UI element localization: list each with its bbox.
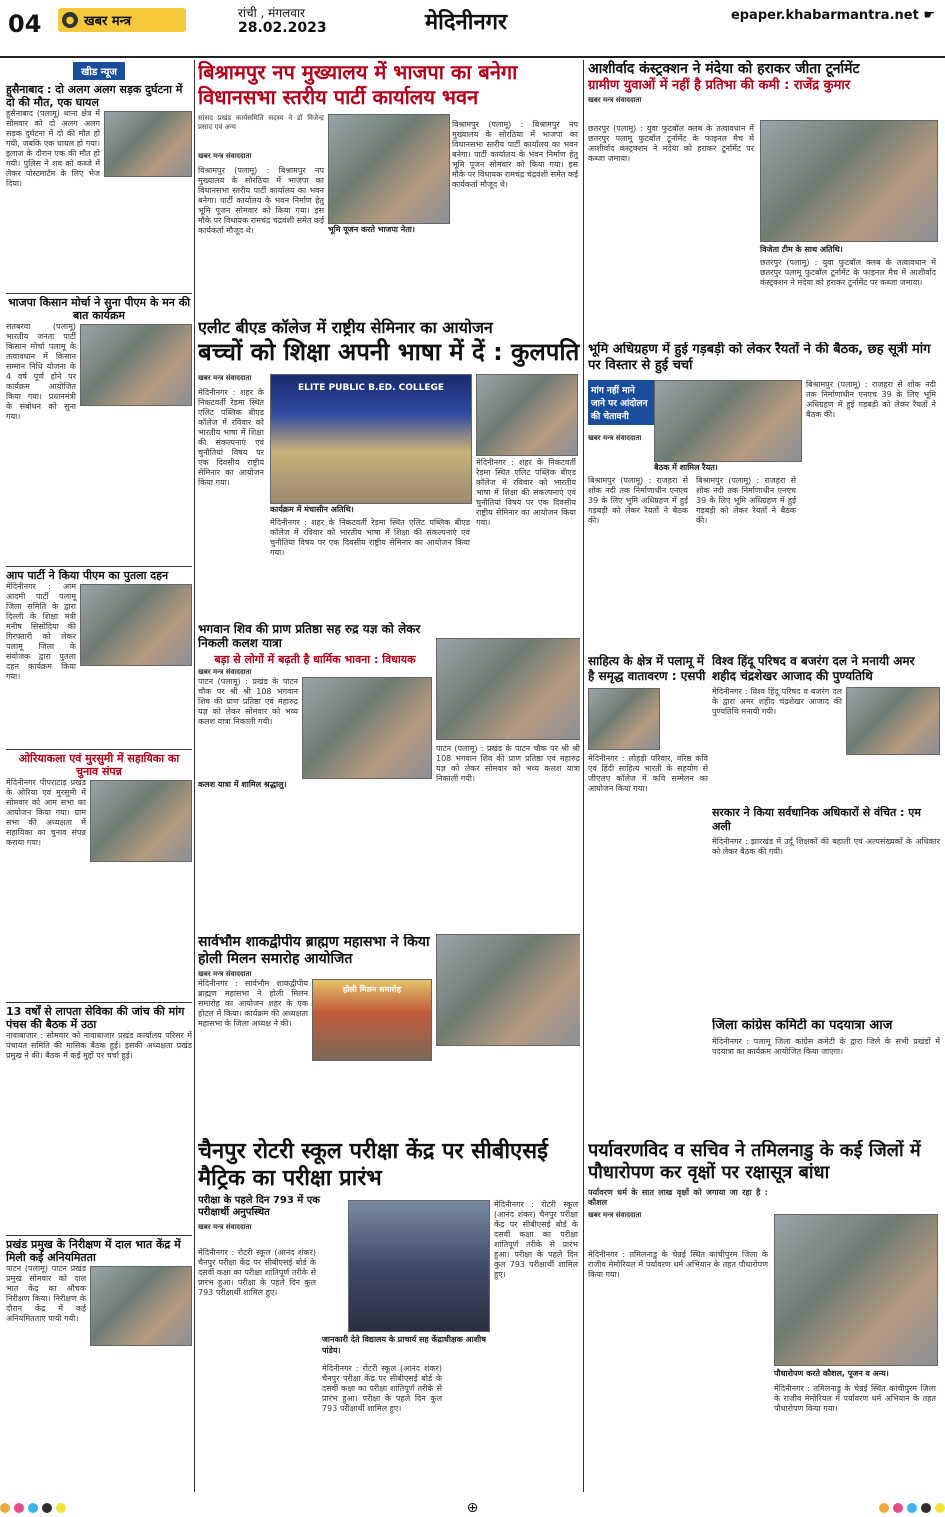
caption-text: सांसद प्रखंड कार्यसमिति सदस्य ने डॉ विजेन्द्र प्रसाद एवं अन्य xyxy=(198,114,324,131)
pull-quote: मांग नहीं माने जाने पर आंदोलन की चेतावनी xyxy=(588,380,654,425)
website-text: epaper.khabarmantra.net xyxy=(730,8,919,23)
story-body-cont-2: मेदिनीनगर : शहर के निकटवर्ती रेड़मा स्थित एलिट पब्लिक बीएड कॉलेज में रविवार को भारतीय भाषा में शिक्षा की संकल्पनाएं एवं चुनौतियां विषय पर एक दिवसीय राष्ट्रीय सेमिनार का आयोजन किया गया। xyxy=(476,458,576,527)
website-link[interactable] xyxy=(731,8,935,23)
byline: खबर मन्त्र संवाददाता xyxy=(588,434,642,442)
story-body-cont: विश्रामपुर (पलामू) : बिश्रामपुर नप मुख्यालय के सोरठिया में भाजपा का विधानसभा स्तरीय पार्टी कार्यालय का भवन बनेगा। पार्टी कार्यालय के भवन निर्माण हेतु भूमि पूजन सोमवार को किया गया। इस मौके पर विधायक रामचंद्र चंद्रवंशी समेत कई कार्यकर्ता मौजूद थे। xyxy=(452,120,578,189)
story-holi-milan[interactable] xyxy=(198,934,432,1134)
story-kicker: पर्यावरण धर्म के सात लाख वृक्षों को जगाया जा रहा है : कौशल xyxy=(588,1188,768,1207)
story-elite-bed[interactable] xyxy=(198,318,580,618)
column-divider xyxy=(194,60,195,1492)
photo-caption: पौधारोपण करते कौशल, पूजन व अन्य। xyxy=(774,1369,889,1378)
section-tag: खीड न्यूज xyxy=(73,62,125,80)
vhp-photo xyxy=(846,687,940,755)
story-dal-bhat[interactable] xyxy=(6,1235,192,1488)
registration-dot xyxy=(56,1503,66,1513)
story-vhp[interactable] xyxy=(712,654,940,804)
story-body: छतरपुर (पलामू) : युवा फुटबॉल क्लब के तत्वावधान में छतरपुर पलामू फुटबॉल टूर्नामेंट के फाइनल मैच में आशीर्वाद कंस्ट्रक्शन ने मंदेया को हराकर टूर्नामेंट पर कब्जा जमाया। xyxy=(588,124,754,163)
story-body: मेदिनीनगर : आम आदमी पार्टी पलामू जिला समिति के द्वारा दिल्ली के शिक्षा मंत्री मनीष सिसोदिया की गिरफ्तारी को लेकर पलामू जिला के संयोजक द्वारा पुतला दहन कार्यक्रम किया गया। xyxy=(6,582,76,681)
edition-title: मेदिनीनगर xyxy=(425,10,508,35)
story-body: मेदिनीनगर : पलामू जिला कांग्रेस कमेटी के द्वारा जिले के सभी प्रखंडों में पदयात्रा का कार्यक्रम आयोजित किया जाएगा। xyxy=(712,1037,940,1056)
story-body: मेदिनीनगर : सार्वभौम शाकद्वीपीय ब्राह्मण महासभा ने होली मिलन समारोह का आयोजन शहर के एक होटल में किया। कार्यक्रम की अध्यक्षता महासभा के जिला अध्यक्ष ने की। xyxy=(198,979,308,1028)
seminar-photo xyxy=(270,374,472,504)
story-headline: आप पार्टी ने किया पीएम का पुतला दहन xyxy=(6,569,169,582)
masthead xyxy=(0,0,945,58)
story-bjp-office[interactable] xyxy=(198,60,580,313)
kisan-photo xyxy=(80,324,192,406)
byline: खबर मन्त्र संवाददाता xyxy=(198,668,252,676)
story-headline: विश्व हिंदू परिषद व बजरंग दल ने मनायी अमर शहीद चंद्रशेखर आजाद की पुण्यतिथि xyxy=(712,654,915,683)
story-subhead: ग्रामीण युवाओं में नहीं है प्रतिभा की कमी : राजेंद्र कुमार xyxy=(588,78,851,93)
seminar-photo-2 xyxy=(476,374,578,456)
story-body-cont: छतरपुर (पलामू) : युवा फुटबॉल क्लब के तत्वावधान में छतरपुर पलामू फुटबॉल टूर्नामेंट के फाइनल मैच में आशीर्वाद कंस्ट्रक्शन ने मंदेया को हराकर टूर्नामेंट पर कब्जा जमाया। xyxy=(760,258,936,287)
story-kisan[interactable] xyxy=(6,293,192,566)
story-cbse[interactable] xyxy=(198,1138,580,1494)
story-ramnavami-photo xyxy=(436,934,580,1134)
story-kalash-photo xyxy=(436,622,580,930)
story-congress[interactable] xyxy=(712,1018,940,1138)
story-subhead: बड़ा से लोगों में बढ़ती है धार्मिक भावना : विधायक xyxy=(214,653,416,666)
story-sahitya[interactable] xyxy=(588,654,708,944)
story-headline: 13 वर्षों से लापता सेविका की जांच की मांग पंचस की बैठक में उठा xyxy=(6,1005,185,1031)
registration-dot xyxy=(0,1503,10,1513)
story-body: मेदिनीनगर : विश्व हिंदू परिषद व बजरंग दल के द्वारा अमर शहीद चंद्रशेखर आजाद की पुण्यतिथि मनायी गयी। xyxy=(712,687,842,716)
story-plantation[interactable] xyxy=(588,1140,940,1494)
holi-photo xyxy=(312,979,432,1061)
color-dots-right xyxy=(879,1503,945,1513)
story-body: मेदिनीनगर पीपराटाड़ प्रखंड के ओरिया एवं मुरसुमी में सोमवार को आम सभा का आयोजन किया गया। ग्राम सभा की अध्यक्षता में सहायिका का चुनाव संपन्न कराया गया। xyxy=(6,778,86,847)
registration-dot xyxy=(907,1503,917,1513)
story-body: सतबरवा (पलामू) भारतीय जनता पार्टी किसान मोर्चा पलामू के तत्वावधान में किसान सम्मान निधि योजना के 4 वर्ष पूर्ण होने पर कार्यक्रम आयोजित किया गया। प्रधानमंत्री के संबोधन को सुना गया। xyxy=(6,322,76,421)
story-headline: पर्यावरणविद व सचिव ने तमिलनाडु के कई जिलों में पौधारोपण कर वृक्षों पर रक्षासूत्र बांधा xyxy=(588,1140,921,1183)
color-dots-left xyxy=(0,1503,66,1513)
photo-caption: जानकारी देते विद्यालय के प्राचार्य सह केंद्राधीक्षक आशीष पांडेय। xyxy=(322,1335,486,1355)
story-body: पाटन (पलामू) : प्रखंड के पाटन चौक पर श्री श्री 108 भगवान शिव की प्राण प्रतिष्ठा एवं महारुद्र यज्ञ को लेकर सोमवार को भव्य कलश यात्रा निकाली गयी। xyxy=(198,677,298,726)
registration-dot xyxy=(893,1503,903,1513)
photo-caption: विजेता टीम के साथ अतिथि। xyxy=(760,245,843,254)
story-body: हुसैनाबाद (पलामू) थाना क्षेत्र में सोमवार को दो अलग अलग सड़क दुर्घटना में दो की मौत हो गयी, जबकि एक घायल हो गया। इलाज के दौरान एक की मौत हो गयी। पुलिस ने शव को कब्जे में लेकर पोस्टमार्टम के लिए भेज दिया। xyxy=(6,109,100,188)
ramnavami-photo xyxy=(436,934,580,1046)
dateline xyxy=(238,6,327,36)
byline: खबर मन्त्र संवाददाता xyxy=(198,374,252,382)
byline: खबर मन्त्र संवाददाता xyxy=(198,970,252,978)
holi-banner: होली मिलन समारोह xyxy=(343,985,401,994)
brand-logo[interactable] xyxy=(58,8,186,32)
story-body-cont: मेदिनीनगर : रोटरी स्कूल (आनंद शंकर) चैनपुर परीक्षा केंद्र पर सीबीएसई बोर्ड के दसवीं कक्षा का परीक्षा शांतिपूर्ण तरीके से प्रारंभ हुआ। परीक्षा के पहले दिन कुल 793 परीक्षार्थी शामिल हुए। xyxy=(322,1364,442,1413)
story-body: मेदिनीनगर : रोटरी स्कूल (आनंद शंकर) चैनपुर परीक्षा केंद्र पर सीबीएसई बोर्ड के दसवीं कक्षा का परीक्षा शांतिपूर्ण तरीके से प्रारंभ हुआ। परीक्षा के पहले दिन कुल 793 परीक्षार्थी शामिल हुए। xyxy=(198,1248,316,1297)
story-body: नावाबाजार : सोमवार को नावाबाजार प्रखंड कार्यालय परिसर में पंचायत समिति की मासिक बैठक हुई। इसकी अध्यक्षता प्रखंड प्रमुख ने की। बैठक में कई मुद्दों पर चर्चा हुई। xyxy=(6,1031,192,1060)
photo-caption: कलश यात्रा में शामिल श्रद्धालु। xyxy=(198,780,287,789)
story-body-cont: मेदिनीनगर : शहर के निकटवर्ती रेड़मा स्थित एलिट पब्लिक बीएड कॉलेज में रविवार को भारतीय भाषा में शिक्षा की संकल्पनाएं एवं चुनौतियां विषय पर एक दिवसीय राष्ट्रीय सेमिनार का आयोजन किया गया। xyxy=(270,518,470,557)
photo-caption: कार्यक्रम में मंचासीन अतिथि। xyxy=(270,505,354,514)
story-headline: सार्वभौम शाकद्वीपीय ब्राह्मण महासभा ने किया होली मिलन समारोह आयोजित xyxy=(198,934,430,967)
bhumi-pujan-photo xyxy=(328,114,450,224)
registration-dot xyxy=(14,1503,24,1513)
story-headline: हुसैनाबाद : दो अलग अलग सड़क दुर्घटना में दो की मौत, एक घायल xyxy=(6,83,183,109)
story-urdu[interactable] xyxy=(712,806,940,1016)
story-body: मेदिनीनगर : लोहड़ी परिवार, वरिष्ठ कवि एवं हिंदी साहित्य भारती के सहयोग से जीएलए कॉलेज में कवि सम्मेलन का आयोजन किया गया। xyxy=(588,754,708,793)
plantation-photo xyxy=(774,1214,938,1366)
story-kalash-yatra[interactable] xyxy=(198,622,432,930)
photo-caption-top xyxy=(198,114,324,132)
aap-photo xyxy=(80,584,192,666)
kalash-photo xyxy=(302,677,432,779)
accident-photo xyxy=(104,111,192,177)
photo-caption: भूमि पूजन करते भाजपा नेता। xyxy=(328,225,415,234)
registration-dot xyxy=(921,1503,931,1513)
registration-dot xyxy=(42,1503,52,1513)
story-headline: भूमि अधिग्रहण में हुई गड़बड़ी को लेकर रैयतों ने की बैठक, छह सूत्री मांग पर विस्तार से हुई चर्चा xyxy=(588,342,931,373)
photo-caption: बैठक में शामिल रैयत। xyxy=(654,463,718,472)
story-aap[interactable] xyxy=(6,566,192,749)
left-column xyxy=(6,60,192,1490)
story-sevika[interactable] xyxy=(6,1002,192,1235)
story-accident[interactable] xyxy=(6,83,192,293)
story-body-cont: पाटन (पलामू) : प्रखंड के पाटन चौक पर श्री श्री 108 भगवान शिव की प्राण प्रतिष्ठा एवं महारुद्र यज्ञ को लेकर सोमवार को भव्य कलश यात्रा निकाली गयी। xyxy=(436,744,580,783)
story-headline: प्रखंड प्रमुख के निरीक्षण में दाल भात केंद्र में मिली कई अनियमितता xyxy=(6,1238,181,1264)
story-body: पाटन (पलामू) पाटन प्रखंड प्रमुख सोमवार को दाल भात केंद्र का औचक निरीक्षण किया। निरीक्षण के दौरान केंद्र में कई अनियमितताएं पायी गयी। xyxy=(6,1264,86,1323)
dal-bhat-photo xyxy=(90,1266,192,1346)
story-body-cont: बिश्रामपुर (पलामू) : राजहरा से शोक नदी तक निर्माणाधीन एनएच 39 के लिए भूमि अधिग्रहण में हुई गड़बड़ी को लेकर रैयतों ने बैठक की। xyxy=(696,476,796,525)
story-sahayika[interactable] xyxy=(6,749,192,1002)
story-headline: भगवान शिव की प्राण प्रतिष्ठा सह रुद्र यज्ञ को लेकर निकली कलश यात्रा xyxy=(198,622,421,650)
story-body-cont-2: बिश्रामपुर (पलामू) : राजहरा से शोक नदी तक निर्माणाधीन एनएच 39 के लिए भूमि अधिग्रहण में हुई गड़बड़ी को लेकर रैयतों ने बैठक की। xyxy=(806,380,936,419)
story-land-acquisition[interactable] xyxy=(588,342,940,652)
sahayika-photo xyxy=(90,780,192,862)
registration-mark-icon: ⊕ xyxy=(466,1499,479,1516)
team-photo xyxy=(760,120,938,242)
byline: खबर मन्त्र संवाददाता xyxy=(198,1223,252,1231)
registration-dot xyxy=(935,1503,945,1513)
page-number: 04 xyxy=(8,10,42,38)
story-kicker: परीक्षा के पहले दिन 793 में एक परीक्षार्थी अनुपस्थित xyxy=(198,1195,320,1218)
footer-color-strip xyxy=(0,1498,945,1517)
registration-dot xyxy=(28,1503,38,1513)
meeting-photo xyxy=(654,380,802,462)
kalash-crowd-photo xyxy=(436,638,580,740)
byline: खबर मन्त्र संवाददाता xyxy=(588,1211,642,1219)
brand-name: खबर मन्त्र xyxy=(84,14,132,29)
sahitya-photo xyxy=(588,688,660,750)
story-headline: चैनपुर रोटरी स्कूल परीक्षा केंद्र पर सीबीएसई मैट्रिक का परीक्षा प्रारंभ xyxy=(198,1139,548,1191)
story-tournament[interactable] xyxy=(588,60,940,340)
principal-photo xyxy=(348,1200,490,1332)
story-body: विश्रामपुर (पलामू) : बिश्रामपुर नप मुख्यालय के सोरठिया में भाजपा का विधानसभा स्तरीय पार्टी कार्यालय का भवन बनेगा। पार्टी कार्यालय के भवन निर्माण हेतु भूमि पूजन सोमवार को किया गया। इस मौके पर विधायक रामचंद्र चंद्रवंशी समेत कई कार्यकर्ता मौजूद थे। xyxy=(198,166,324,235)
brand-icon: ● xyxy=(62,12,78,28)
city-day: रांची , मंगलवार xyxy=(238,6,305,20)
story-headline: सरकार ने किया सर्वधानिक अधिकारों से वंचित : एम अली xyxy=(712,806,921,833)
story-body-cont: मेदिनीनगर : तमिलनाडु के चेन्नई स्थित कांचीपुरम जिला के राजीव मेमोरियल में पर्यावरण धर्म अभियान के तहत पौधारोपण किया गया। xyxy=(774,1384,936,1413)
cursor-icon: ☛ xyxy=(923,8,935,23)
registration-dot xyxy=(879,1503,889,1513)
byline: खबर मन्त्र संवाददाता xyxy=(198,152,252,160)
story-headline: बच्चों को शिक्षा अपनी भाषा में दें : कुलपति xyxy=(198,338,580,366)
story-headline: भाजपा किसान मोर्चा ने सुना पीएम के मन की बात कार्यक्रम xyxy=(7,296,191,322)
story-kicker: एलीट बीएड कॉलेज में राष्ट्रीय सेमिनार का आयोजन xyxy=(198,318,493,337)
story-body: मेदिनीनगर : झारखंड में उर्दू शिक्षकों की बहाली एवं अल्पसंख्यकों के अधिकार को लेकर बैठक की गयी। xyxy=(712,837,940,856)
story-body: मेदिनीनगर : शहर के निकटवर्ती रेड़मा स्थित एलिट पब्लिक बीएड कॉलेज में रविवार को भारतीय भाषा में शिक्षा की संकल्पनाएं एवं चुनौतियां विषय पर एक दिवसीय राष्ट्रीय सेमिनार का आयोजन किया गया। xyxy=(198,388,264,487)
story-body: मेदिनीनगर : तमिलनाडु के चेन्नई स्थित कांचीपुरम जिला के राजीव मेमोरियल में पर्यावरण धर्म अभियान के तहत पौधारोपण किया गया। xyxy=(588,1250,768,1279)
story-headline: साहित्य के क्षेत्र में पलामू में है समृद्ध वातावरण : एसपी xyxy=(588,654,706,683)
story-body: बिश्रामपुर (पलामू) : राजहरा से शोक नदी तक निर्माणाधीन एनएच 39 के लिए भूमि अधिग्रहण में हुई गड़बड़ी को लेकर रैयतों ने बैठक की। xyxy=(588,476,688,525)
story-headline: जिला कांग्रेस कमिटी का पदयात्रा आज xyxy=(712,1018,893,1033)
story-headline: आशीर्वाद कंस्ट्रक्शन ने मंदेया को हराकर जीता टूर्नामेंट xyxy=(588,61,860,77)
story-headline: बिश्रामपुर नप मुख्यालय में भाजपा का बनेगा विधानसभा स्तरीय पार्टी कार्यालय भवन xyxy=(198,60,518,109)
story-body-cont-2: मेदिनीनगर : रोटरी स्कूल (आनंद शंकर) चैनपुर परीक्षा केंद्र पर सीबीएसई बोर्ड के दसवीं कक्षा का परीक्षा शांतिपूर्ण तरीके से प्रारंभ हुआ। परीक्षा के पहले दिन कुल 793 परीक्षार्थी शामिल हुए। xyxy=(494,1200,578,1279)
seminar-banner: ELITE PUBLIC B.ED. COLLEGE xyxy=(297,383,445,393)
date: 28.02.2023 xyxy=(238,20,327,36)
byline: खबर मन्त्र संवाददाता xyxy=(588,96,642,104)
story-headline: ओरियाकला एवं मुरसुमी में सहायिका का चुनाव संपन्न xyxy=(18,752,180,778)
column-divider xyxy=(583,60,584,1492)
